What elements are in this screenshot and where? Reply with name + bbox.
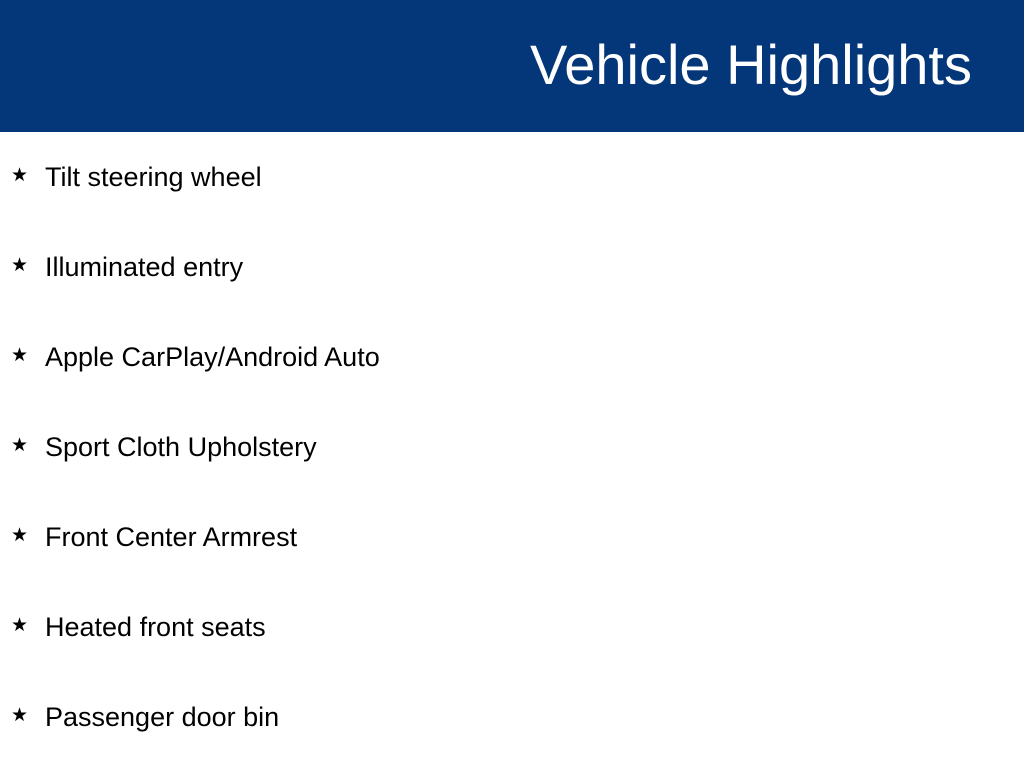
list-item (0, 582, 1024, 672)
highlight-label: Front Center Armrest (45, 522, 298, 552)
star-icon: ★ (11, 254, 29, 276)
highlight-label: Illuminated entry (45, 252, 244, 282)
list-item (0, 492, 1024, 582)
highlight-label: Passenger door bin (45, 702, 280, 732)
star-icon: ★ (11, 344, 29, 366)
star-icon: ★ (11, 524, 29, 546)
star-icon: ★ (11, 614, 29, 636)
list-item (0, 132, 1024, 222)
highlight-label: Apple CarPlay/Android Auto (45, 342, 380, 372)
highlight-label: Tilt steering wheel (45, 162, 262, 192)
page-title: Vehicle Highlights (529, 33, 972, 96)
star-icon: ★ (11, 434, 29, 456)
header-banner (0, 0, 1024, 132)
list-item (0, 402, 1024, 492)
list-item (0, 222, 1024, 312)
list-item (0, 312, 1024, 402)
highlights-list (0, 132, 1024, 762)
highlight-label: Sport Cloth Upholstery (45, 432, 317, 462)
list-item (0, 672, 1024, 762)
star-icon: ★ (11, 164, 29, 186)
star-icon: ★ (11, 704, 29, 726)
highlight-label: Heated front seats (45, 612, 266, 642)
